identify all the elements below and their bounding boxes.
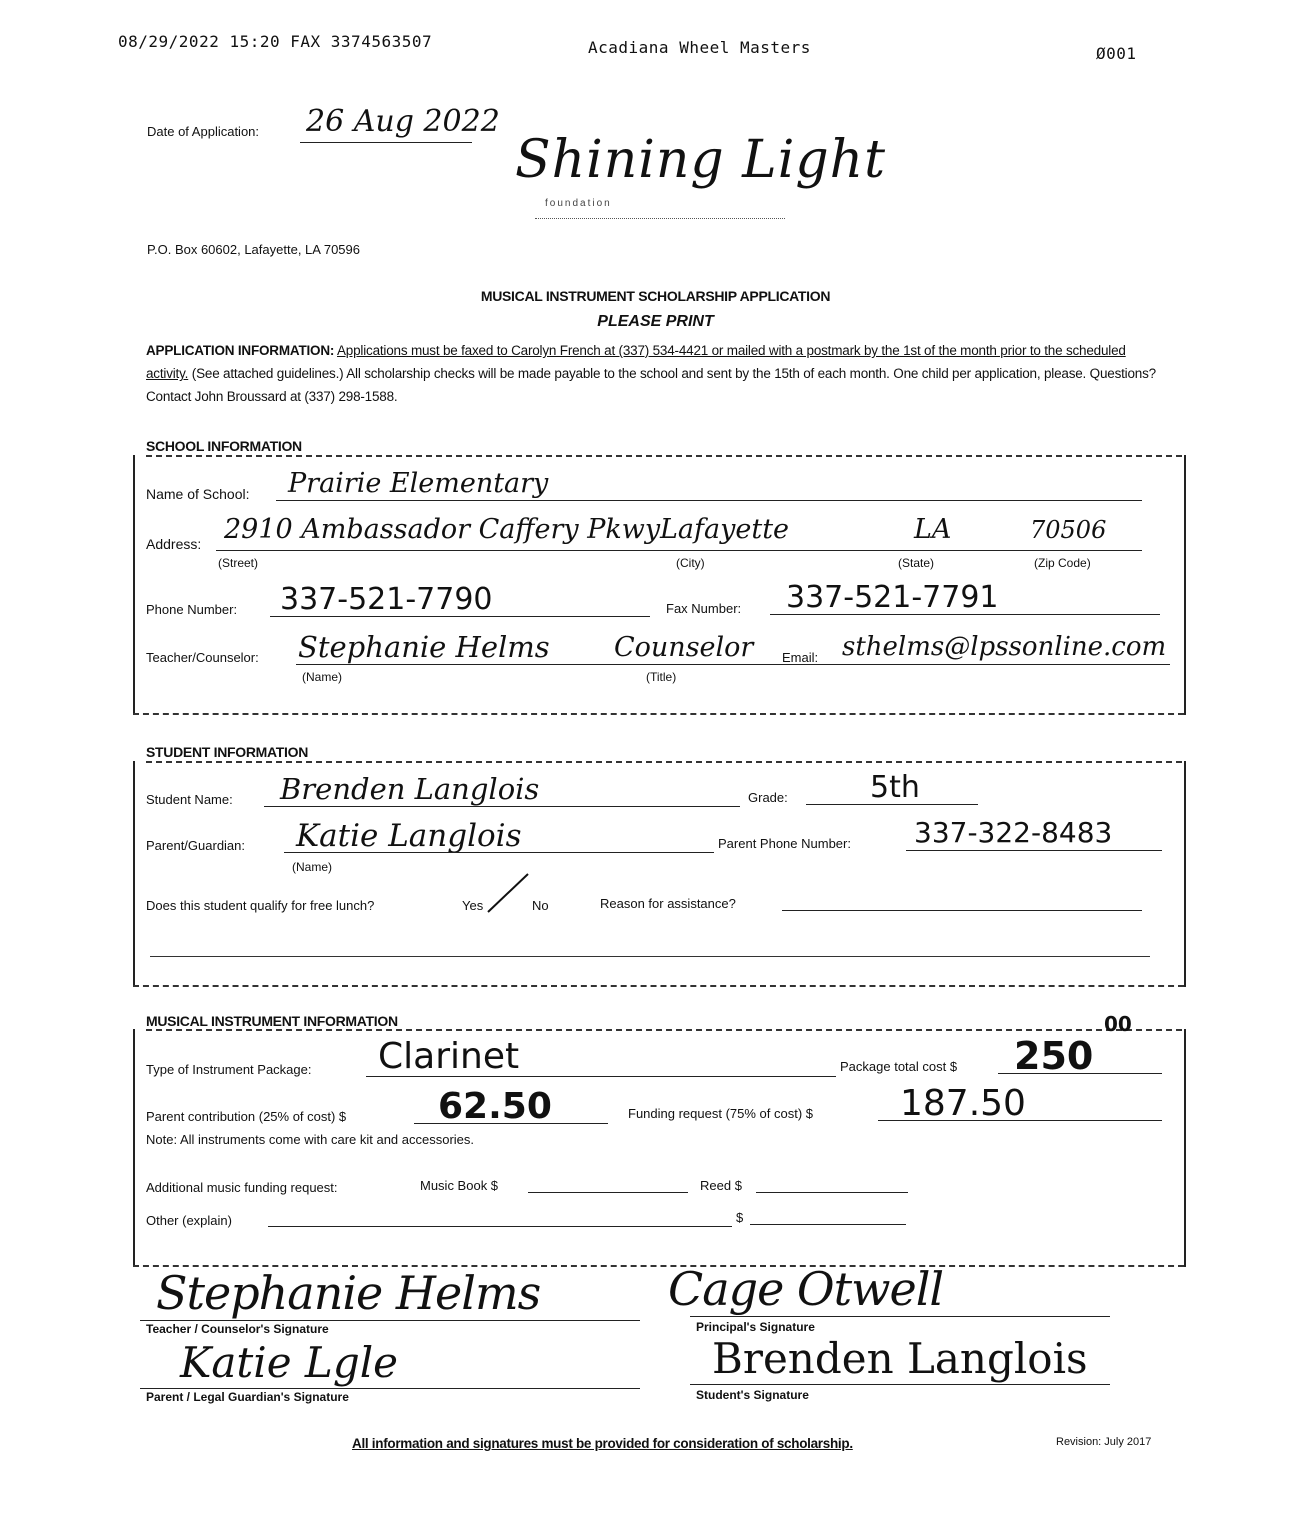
parent-signature: Katie Lgle (180, 1338, 398, 1387)
street-value: 2910 Ambassador Caffery Pkwy (224, 514, 661, 545)
street-caption: (Street) (218, 556, 259, 570)
shining-light-logo (515, 130, 887, 230)
additional-funding-label: Additional music funding request: (146, 1180, 338, 1195)
reason-line[interactable] (782, 910, 1142, 911)
reed-line[interactable] (756, 1192, 908, 1193)
teacher-signature-line[interactable] (140, 1320, 640, 1321)
city-caption: (City) (676, 556, 705, 570)
package-total-line[interactable] (998, 1073, 1162, 1074)
email-value: sthelms@lpssonline.com (842, 632, 1167, 662)
email-label: Email: (782, 650, 819, 665)
student-name-value: Brenden Langlois (280, 772, 540, 806)
free-lunch-yes[interactable]: Yes (462, 898, 484, 913)
parent-signature-caption: Parent / Legal Guardian's Signature (146, 1390, 349, 1404)
funding-request-label: Funding request (75% of cost) $ (628, 1106, 813, 1121)
package-total-cents: 00 (1104, 1012, 1132, 1036)
other-dollar-label: $ (736, 1210, 744, 1225)
package-total-value: 250 (1014, 1034, 1094, 1078)
grade-value: 5th (870, 770, 920, 805)
application-info-rest: (See attached guidelines.) All scholarship checks will be made payable to the school and sent by the 15th of each month. One child per application, please. Questions? Contact John Broussard at (337) 298-1588. (146, 366, 1156, 404)
other-label: Other (explain) (146, 1213, 232, 1228)
logo-subtext: foundation (545, 198, 612, 209)
teacher-signature-caption: Teacher / Counselor's Signature (146, 1322, 329, 1336)
teacher-signature: Stephanie Helms (156, 1266, 541, 1320)
application-info-paragraph (146, 339, 1166, 408)
parent-signature-line[interactable] (140, 1388, 640, 1389)
parent-line[interactable] (284, 852, 714, 853)
zip-value: 70506 (1030, 516, 1107, 544)
student-section-heading: STUDENT INFORMATION (146, 744, 309, 760)
student-signature: Brenden Langlois (712, 1334, 1088, 1383)
grade-line[interactable] (806, 804, 978, 805)
reed-label: Reed $ (700, 1178, 742, 1193)
city-value: Lafayette (660, 514, 790, 545)
school-name-value: Prairie Elementary (288, 468, 549, 499)
free-lunch-no[interactable]: No (532, 898, 549, 913)
student-signature-line[interactable] (690, 1384, 1110, 1385)
address-line[interactable] (216, 550, 1142, 551)
parent-value: Katie Langlois (296, 818, 522, 854)
parent-contribution-value: 62.50 (438, 1086, 552, 1127)
application-info-label: APPLICATION INFORMATION: (146, 343, 335, 358)
funding-request-line[interactable] (878, 1120, 1162, 1121)
student-signature-caption: Student's Signature (696, 1388, 809, 1402)
teacher-name-caption: (Name) (302, 670, 343, 684)
org-address: P.O. Box 60602, Lafayette, LA 70596 (147, 242, 360, 257)
fax-page-number: Ø001 (1096, 44, 1137, 63)
teacher-line[interactable] (296, 664, 1170, 665)
music-book-line[interactable] (528, 1192, 688, 1193)
reason-label: Reason for assistance? (600, 896, 736, 911)
funding-request-value: 187.50 (900, 1083, 1026, 1124)
application-deadline-text: Applications must be faxed to Carolyn French at (337) 534-4421 or mailed with a postmark by the 1st of the month prior to the scheduled activity. (146, 343, 1126, 381)
logo-text: Shining Light (515, 130, 887, 190)
logo-dotted-line (535, 218, 785, 219)
form-subtitle: PLEASE PRINT (597, 313, 714, 330)
instrument-type-label: Type of Instrument Package: (146, 1062, 312, 1077)
parent-phone-value: 337-322-8483 (914, 816, 1113, 849)
other-amount-line[interactable] (750, 1224, 906, 1225)
state-caption: (State) (898, 556, 935, 570)
instrument-note: Note: All instruments come with care kit and accessories. (146, 1132, 475, 1147)
revision-note: Revision: July 2017 (1056, 1436, 1152, 1448)
principal-signature-line[interactable] (690, 1316, 1110, 1317)
teacher-title-value: Counselor (614, 632, 754, 663)
parent-phone-label: Parent Phone Number: (718, 836, 851, 851)
package-total-label: Package total cost $ (840, 1059, 958, 1074)
instrument-section-heading: MUSICAL INSTRUMENT INFORMATION (146, 1013, 398, 1029)
school-section-heading: SCHOOL INFORMATION (146, 438, 302, 454)
date-label: Date of Application: (147, 124, 260, 139)
instrument-type-line[interactable] (366, 1076, 836, 1077)
teacher-value: Stephanie Helms (298, 630, 550, 664)
fax-value: 337-521-7791 (786, 580, 999, 615)
phone-label: Phone Number: (146, 602, 238, 617)
school-name-line[interactable] (276, 500, 1142, 501)
music-book-label: Music Book $ (420, 1178, 499, 1193)
date-underline (300, 142, 472, 143)
phone-line[interactable] (270, 616, 650, 617)
address-label: Address: (146, 536, 202, 552)
teacher-label: Teacher/Counselor: (146, 650, 259, 665)
reason-line-2[interactable] (150, 956, 1150, 957)
free-lunch-question: Does this student qualify for free lunch? (146, 898, 375, 913)
student-name-label: Student Name: (146, 792, 233, 807)
parent-name-caption: (Name) (292, 860, 333, 874)
state-value: LA (914, 514, 952, 545)
fax-label: Fax Number: (666, 601, 742, 616)
phone-value: 337-521-7790 (280, 582, 493, 617)
yes-checkmark-icon (484, 870, 534, 916)
parent-contribution-line[interactable] (414, 1123, 608, 1124)
parent-phone-line[interactable] (906, 850, 1162, 851)
school-box-bottom (133, 713, 1184, 715)
fax-datetime: 08/29/2022 15:20 FAX 3374563507 (118, 32, 433, 51)
parent-label: Parent/Guardian: (146, 838, 246, 853)
other-explain-line[interactable] (268, 1226, 732, 1227)
form-title: MUSICAL INSTRUMENT SCHOLARSHIP APPLICATION (480, 288, 831, 304)
teacher-title-caption: (Title) (646, 670, 677, 684)
principal-signature-caption: Principal's Signature (696, 1320, 815, 1334)
fax-line[interactable] (770, 614, 1160, 615)
parent-contribution-label: Parent contribution (25% of cost) $ (146, 1109, 347, 1124)
student-name-line[interactable] (264, 806, 740, 807)
footer-notice: All information and signatures must be provided for consideration of scholarship. (352, 1436, 853, 1451)
principal-signature: Cage Otwell (668, 1262, 944, 1316)
student-box-bottom (133, 985, 1184, 987)
date-value: 26 Aug 2022 (306, 104, 500, 139)
fax-sender: Acadiana Wheel Masters (588, 38, 811, 57)
instrument-type-value: Clarinet (378, 1036, 520, 1077)
grade-label: Grade: (748, 790, 788, 805)
school-name-label: Name of School: (146, 486, 250, 502)
zip-caption: (Zip Code) (1034, 556, 1091, 570)
